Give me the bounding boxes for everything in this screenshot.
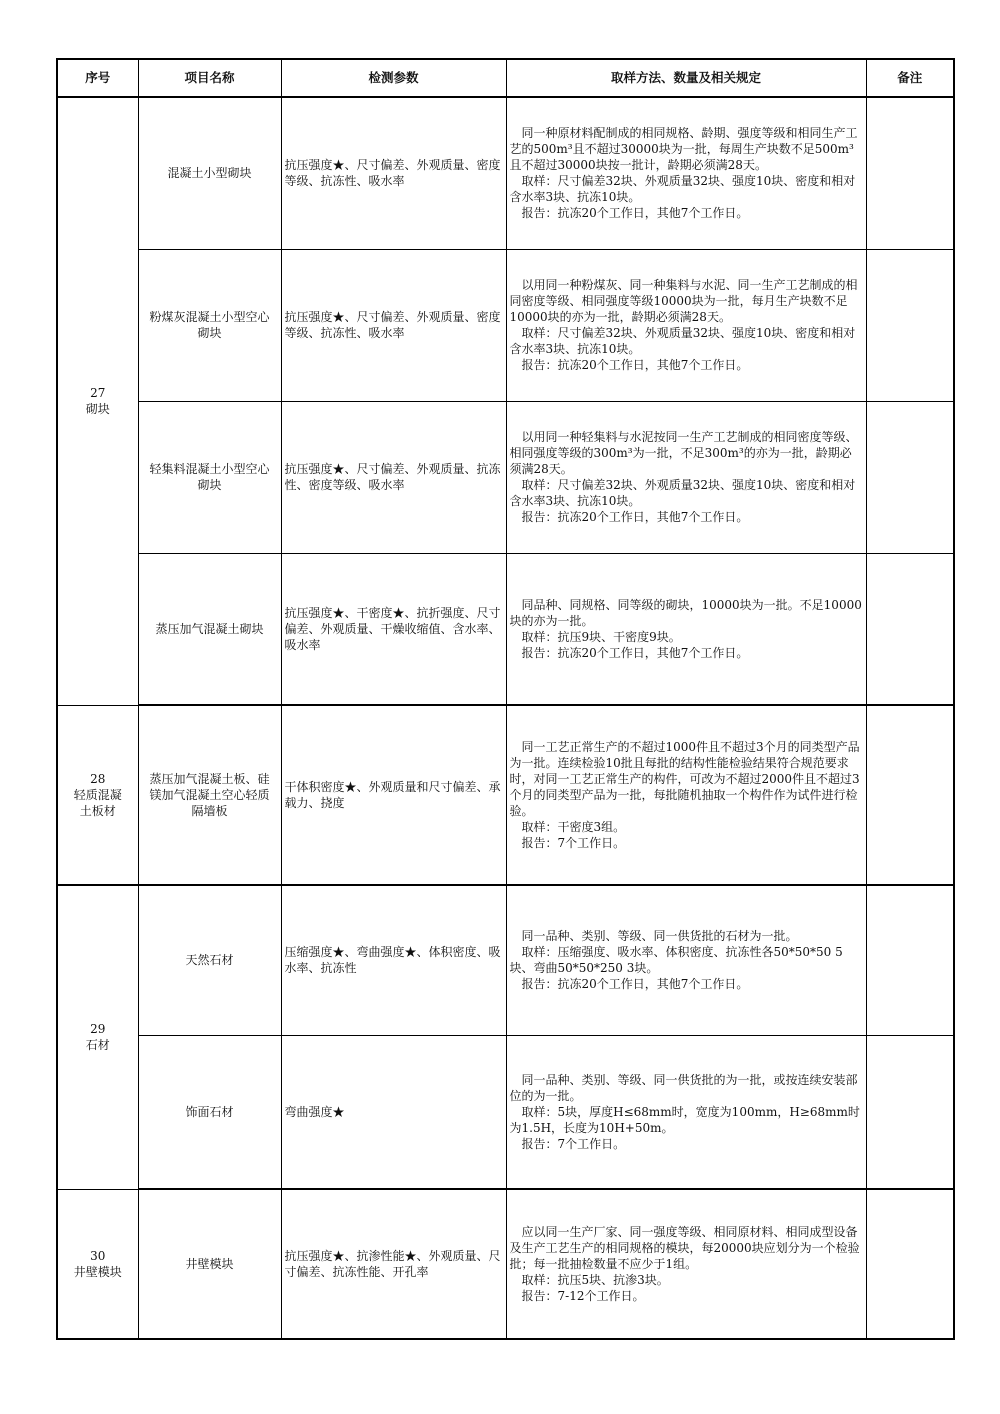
sampling-rule: 同一品种、类别、等级、同一供货批的石材为一批。	[509, 929, 798, 944]
sampling-quantity: 取样：尺寸偏差32块、外观质量32块、强度10块、密度和相对含水率3块、抗冻10块。	[509, 174, 856, 205]
item-remarks	[866, 401, 954, 553]
table-row	[57, 885, 954, 1035]
sampling-report: 报告：抗冻20个工作日，其他7个工作日。	[509, 977, 749, 992]
item-sampling	[506, 1189, 866, 1339]
sampling-report: 报告：抗冻20个工作日，其他7个工作日。	[509, 358, 749, 372]
sampling-quantity: 取样：抗压5块、抗渗3块。	[509, 1273, 669, 1287]
item-name: 井壁模块	[138, 1189, 281, 1339]
item-params: 弯曲强度★	[281, 1035, 506, 1189]
table-row	[57, 553, 954, 705]
table-row	[57, 1035, 954, 1189]
table-row	[57, 705, 954, 885]
group-seq-cell	[57, 1189, 138, 1339]
item-remarks	[866, 553, 954, 705]
sampling-quantity: 取样：抗压9块、干密度9块。	[509, 629, 681, 644]
sampling-rule: 以用同一种轻集料与水泥按同一生产工艺制成的相同密度等级、相同强度等级的300m³为一批，不足300m³的亦为一批，龄期必须满28天。	[509, 430, 858, 476]
sampling-rule: 以用同一种粉煤灰、同一种集料与水泥、同一生产工艺制成的相同密度等级、相同强度等级10000块为一批，每月生产块数不足10000块的亦为一批，龄期必须满28天。	[509, 278, 858, 324]
sampling-rule: 同一工艺正常生产的不超过1000件且不超过3个月的同类型产品为一批。连续检验10批且每批的结构性能检验结果符合规范要求时，对同一工艺正常生产的构件，可改为不超过2000件且不超过3个月的同类型产品为一批，每批随机抽取一个构件作为试件进行检验。	[509, 740, 860, 818]
sampling-quantity: 取样：5块，厚度H≤68mm时，宽度为100mm，H≥68mm时为1.5H，长度为10H+50m。	[509, 1104, 860, 1135]
item-remarks	[866, 1189, 954, 1339]
item-sampling	[506, 97, 866, 249]
item-name: 饰面石材	[138, 1035, 281, 1189]
item-sampling	[506, 705, 866, 885]
group-label: 石材	[85, 1038, 110, 1053]
group-number: 27	[90, 386, 106, 401]
sampling-rule: 同品种、同规格、同等级的砌块，10000块为一批。不足10000块的亦为一批。	[509, 597, 862, 628]
item-params: 抗压强度★、尺寸偏差、外观质量、密度等级、抗冻性、吸水率	[281, 97, 506, 249]
table-row	[57, 97, 954, 249]
table-row	[57, 401, 954, 553]
sampling-quantity: 取样：干密度3组。	[509, 820, 626, 834]
group-number: 29	[90, 1022, 106, 1037]
item-sampling	[506, 401, 866, 553]
sampling-report: 报告：抗冻20个工作日，其他7个工作日。	[509, 206, 749, 221]
item-sampling	[506, 885, 866, 1035]
sampling-quantity: 取样：尺寸偏差32块、外观质量32块、强度10块、密度和相对含水率3块、抗冻10块。	[509, 478, 856, 508]
sampling-rule: 同一种原材料配制成的相同规格、龄期、强度等级和相同生产工艺的500m³且不超过30000块为一批，每周生产块数不足500m³且不超过30000块按一批计，龄期必须满28天。	[509, 126, 858, 173]
item-params: 抗压强度★、尺寸偏差、外观质量、密度等级、抗冻性、吸水率	[281, 249, 506, 401]
item-remarks	[866, 885, 954, 1035]
item-remarks	[866, 249, 954, 401]
header-seq: 序号	[57, 59, 138, 97]
item-params: 抗压强度★、干密度★、抗折强度、尺寸偏差、外观质量、干燥收缩值、含水率、吸水率	[281, 553, 506, 705]
header-params: 检测参数	[281, 59, 506, 97]
item-params: 压缩强度★、弯曲强度★、体积密度、吸水率、抗冻性	[281, 885, 506, 1035]
inspection-table	[56, 58, 955, 1340]
item-sampling	[506, 553, 866, 705]
item-remarks	[866, 97, 954, 249]
item-params: 抗压强度★、抗渗性能★、外观质量、尺寸偏差、抗冻性能、开孔率	[281, 1189, 506, 1339]
table-row	[57, 1189, 954, 1339]
sampling-quantity: 取样：压缩强度、吸水率、体积密度、抗冻性各50*50*50 5块、弯曲50*50*250 3块。	[509, 945, 843, 976]
group-number: 28	[90, 771, 106, 786]
item-sampling	[506, 249, 866, 401]
sampling-report: 报告：抗冻20个工作日，其他7个工作日。	[509, 645, 749, 660]
sampling-report: 报告：7-12个工作日。	[509, 1289, 645, 1303]
item-name: 粉煤灰混凝土小型空心砌块	[138, 249, 281, 401]
group-seq-cell	[57, 885, 138, 1189]
group-seq-cell	[57, 705, 138, 885]
sampling-report: 报告：抗冻20个工作日，其他7个工作日。	[509, 510, 749, 524]
item-name: 混凝土小型砌块	[138, 97, 281, 249]
item-params: 抗压强度★、尺寸偏差、外观质量、抗冻性、密度等级、吸水率	[281, 401, 506, 553]
item-name: 轻集料混凝土小型空心砌块	[138, 401, 281, 553]
table-header-row	[57, 59, 954, 97]
item-name: 蒸压加气混凝土板、硅镁加气混凝土空心轻质隔墙板	[138, 705, 281, 885]
group-seq-cell	[57, 97, 138, 705]
table-row	[57, 249, 954, 401]
group-label: 轻质混凝土板材	[73, 787, 122, 818]
group-label: 砌块	[85, 402, 110, 417]
item-remarks	[866, 1035, 954, 1189]
sampling-quantity: 取样：尺寸偏差32块、外观质量32块、强度10块、密度和相对含水率3块、抗冻10块。	[509, 326, 856, 356]
item-name: 天然石材	[138, 885, 281, 1035]
sampling-rule: 同一品种、类别、等级、同一供货批的为一批，或按连续安装部位的为一批。	[509, 1072, 858, 1103]
sampling-report: 报告：7个工作日。	[509, 836, 626, 850]
group-number: 30	[90, 1248, 106, 1263]
item-sampling	[506, 1035, 866, 1189]
item-params: 干体积密度★、外观质量和尺寸偏差、承载力、挠度	[281, 705, 506, 885]
header-sampling: 取样方法、数量及相关规定	[506, 59, 866, 97]
sampling-rule: 应以同一生产厂家、同一强度等级、相同原材料、相同成型设备及生产工艺生产的相同规格的模块，每20000块应划分为一个检验批；每一批抽检数量不应少于1组。	[509, 1225, 860, 1271]
sampling-report: 报告：7个工作日。	[509, 1136, 626, 1151]
header-name: 项目名称	[138, 59, 281, 97]
group-label: 井壁模块	[73, 1264, 122, 1279]
item-remarks	[866, 705, 954, 885]
header-remarks: 备注	[866, 59, 954, 97]
item-name: 蒸压加气混凝土砌块	[138, 553, 281, 705]
